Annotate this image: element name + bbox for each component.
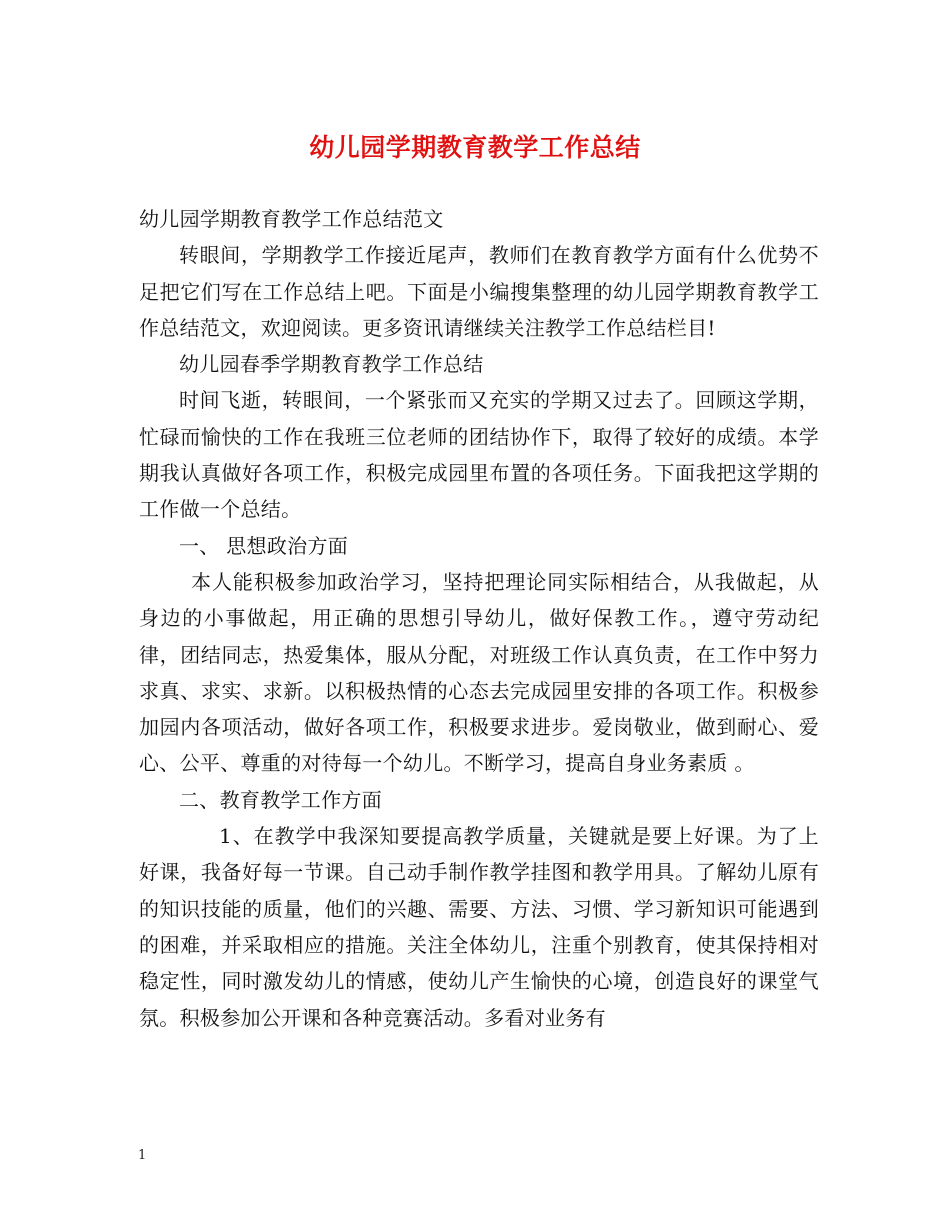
teaching-paragraph: 1、在教学中我深知要提高教学质量，关键就是要上好课。为了上好课，我备好每一节课。自己动手制作教学挂图和教学用具。了解幼儿原有的知识技能的质量，他们的兴趣、需要、方法、习惯、学习新知识可能遇到的困难，并采取相应的措施。关注全体幼儿，注重个别教育，使其保持相对稳定性，同时激发幼儿的情感，使幼儿产生愉快的心境，创造良好的课堂气氛。积极参加公开课和各种竞赛活动。多看对业务有 bbox=[139, 824, 819, 1030]
section-heading-spring-summary: 幼儿园春季学期教育教学工作总结 bbox=[179, 352, 484, 377]
document-title: 幼儿园学期教育教学工作总结 bbox=[309, 133, 641, 162]
section-heading-political: 一、 思想政治方面 bbox=[179, 533, 349, 558]
political-paragraph: 本人能积极参加政治学习，坚持把理论同实际相结合，从我做起，从身边的小事做起，用正确的思想引导幼儿，做好保教工作。，遵守劳动纪律，团结同志，热爱集体，服从分配，对班级工作认真负责，在工作中努力求真、求实、求新。以积极热情的心态去完成园里安排的各项工作。积极参加园内各项活动，做好各项工作，积极要求进步。爱岗敬业，做到耐心、爱心、公平、尊重的对待每一个幼儿。不断学习，提高自身业务素质 。 bbox=[139, 569, 819, 776]
page-number: 1 bbox=[138, 1148, 147, 1163]
section-heading-teaching: 二、教育教学工作方面 bbox=[179, 787, 382, 812]
document-subtitle: 幼儿园学期教育教学工作总结范文 bbox=[139, 207, 444, 231]
overview-paragraph: 时间飞逝，转眼间，一个紧张而又充实的学期又过去了。回顾这学期，忙碌而愉快的工作在我班三位老师的团结协作下，取得了较好的成绩。本学期我认真做好各项工作，积极完成园里布置的各项任务。下面我把这学期的工作做一个总结。 bbox=[139, 388, 819, 522]
document-body bbox=[139, 201, 819, 1036]
intro-paragraph: 转眼间，学期教学工作接近尾声，教师们在教育教学方面有什么优势不足把它们写在工作总结上吧。下面是小编搜集整理的幼儿园学期教育教学工作总结范文，欢迎阅读。更多资讯请继续关注教学工作总结栏目! bbox=[139, 243, 819, 340]
